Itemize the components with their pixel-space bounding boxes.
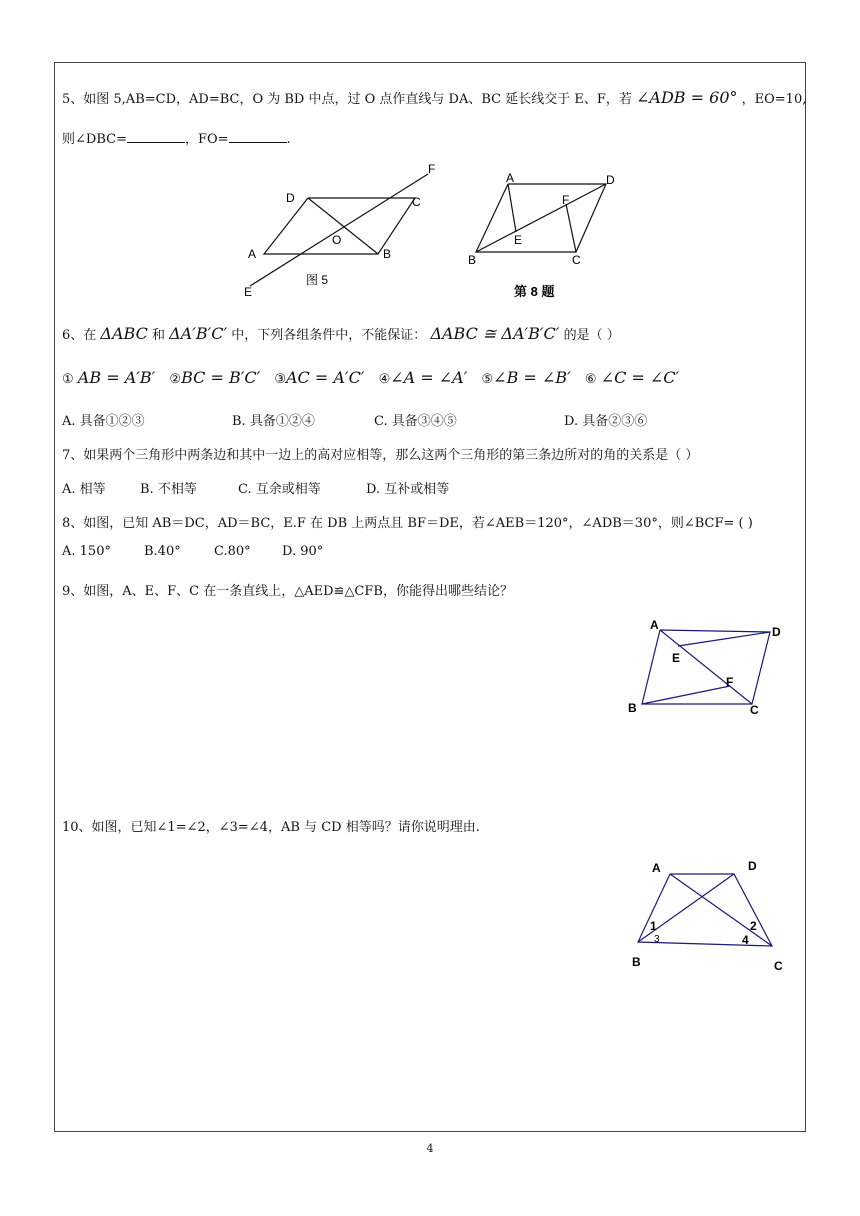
q10-label-c: C bbox=[774, 959, 783, 973]
q10-stem: 10、如图，已知∠1=∠2，∠3=∠4，AB 与 CD 相等吗？请你说明理由. bbox=[62, 820, 480, 835]
q10-label-a: A bbox=[652, 861, 661, 875]
fig5-label-e: E bbox=[244, 285, 253, 299]
q6-option-b: B. 具备①②④ bbox=[232, 414, 315, 429]
q10-angle-1: 1 bbox=[650, 919, 657, 933]
q5-angle-math: ∠ADB = 60° bbox=[636, 88, 738, 107]
q10-angle-4: 4 bbox=[742, 933, 749, 947]
q10-label-b: B bbox=[632, 955, 641, 969]
q6-condition-4: ④∠A = ∠A′ bbox=[378, 368, 468, 387]
fig8-label-e: E bbox=[514, 233, 523, 247]
q9-label-a: A bbox=[650, 618, 659, 632]
q7-stem: 7、如果两个三角形中两条边和其中一边上的高对应相等，那么这两个三角形的第三条边所对的角的关系是（ ） bbox=[62, 448, 699, 463]
q6-stem: 6、在 ΔABC 和 ΔA′B′C′ 中，下列各组条件中，不能保证： ΔABC ≅ ΔA′B′C′ 的是（ ） bbox=[62, 324, 620, 343]
q6-options bbox=[62, 410, 647, 429]
q10-angle-3: 3 bbox=[654, 934, 660, 945]
q6-conditions bbox=[62, 368, 679, 387]
fig5-label-f: F bbox=[428, 162, 436, 176]
fig8-label-d: D bbox=[606, 173, 615, 187]
q6-condition-2: ②BC = B′C′ bbox=[169, 368, 261, 387]
q8-option-c: C.80° bbox=[214, 544, 251, 559]
fig5-label-a: A bbox=[248, 247, 257, 261]
q7-option-b: B. 不相等 bbox=[140, 482, 197, 497]
q8-option-a: A. 150° bbox=[62, 544, 111, 559]
q6-condition-5: ⑤∠B = ∠B′ bbox=[481, 368, 571, 387]
fig5-label-o: O bbox=[332, 233, 342, 247]
figure-5 bbox=[240, 158, 450, 300]
q8-stem: 8、如图，已知 AB＝DC，AD＝BC，E.F 在 DB 上两点且 BF＝DE，若∠AEB＝120°，∠ADB＝30°，则∠BCF= ( ) bbox=[62, 516, 753, 531]
q7-option-a: A. 相等 bbox=[62, 482, 106, 497]
q9-label-c: C bbox=[750, 703, 759, 717]
fig8-caption: 第 8 题 bbox=[514, 284, 555, 299]
fig8-label-f: F bbox=[562, 193, 570, 207]
q6-option-c: C. 具备③④⑤ bbox=[374, 414, 457, 429]
figure-q10 bbox=[622, 852, 792, 978]
q6-condition-1: ① AB = A′B′ bbox=[62, 368, 156, 387]
q5-blank-fo bbox=[229, 132, 287, 143]
fig5-label-d: D bbox=[286, 191, 295, 205]
q6-option-a: A. 具备①②③ bbox=[62, 414, 145, 429]
q9-label-d: D bbox=[772, 625, 781, 639]
q8-options bbox=[62, 544, 323, 559]
q6-condition-3: ③AC = A′C′ bbox=[274, 368, 365, 387]
q8-option-d: D. 90° bbox=[282, 544, 324, 559]
fig5-label-b: B bbox=[383, 247, 392, 261]
q9-label-b: B bbox=[628, 701, 637, 715]
q6-option-d: D. 具备②③⑥ bbox=[564, 414, 648, 429]
figure-q9 bbox=[622, 616, 792, 720]
q7-option-d: D. 互补或相等 bbox=[366, 482, 450, 497]
page-number: 4 bbox=[426, 1142, 434, 1155]
q9-label-e: E bbox=[672, 651, 681, 665]
fig5-label-c: C bbox=[412, 195, 421, 209]
fig8-label-b: B bbox=[468, 253, 477, 267]
fig8-label-c: C bbox=[572, 253, 581, 267]
q7-option-c: C. 互余或相等 bbox=[238, 482, 321, 497]
q10-angle-2: 2 bbox=[750, 919, 757, 933]
q8-option-b: B.40° bbox=[144, 544, 181, 559]
q5-line2: 则∠DBC= ，FO= . bbox=[62, 132, 291, 147]
q6-condition-6: ⑥ ∠C = ∠C′ bbox=[584, 368, 680, 387]
figure-8 bbox=[462, 168, 632, 302]
fig5-caption: 图 5 bbox=[306, 273, 329, 287]
fig8-label-a: A bbox=[506, 171, 515, 185]
q10-label-d: D bbox=[748, 859, 757, 873]
q5-line1: 5、如图 5,AB=CD，AD=BC，O 为 BD 中点，过 O 点作直线与 DA、BC 延长线交于 E、F，若 ∠ADB = 60° ，EO=10, bbox=[62, 88, 807, 107]
q9-stem: 9、如图，A、E、F、C 在一条直线上，△AED≌△CFB，你能得出哪些结论？ bbox=[62, 584, 513, 599]
q9-label-f: F bbox=[726, 675, 734, 689]
q7-options bbox=[62, 478, 449, 497]
q5-blank-dbc bbox=[127, 132, 185, 143]
